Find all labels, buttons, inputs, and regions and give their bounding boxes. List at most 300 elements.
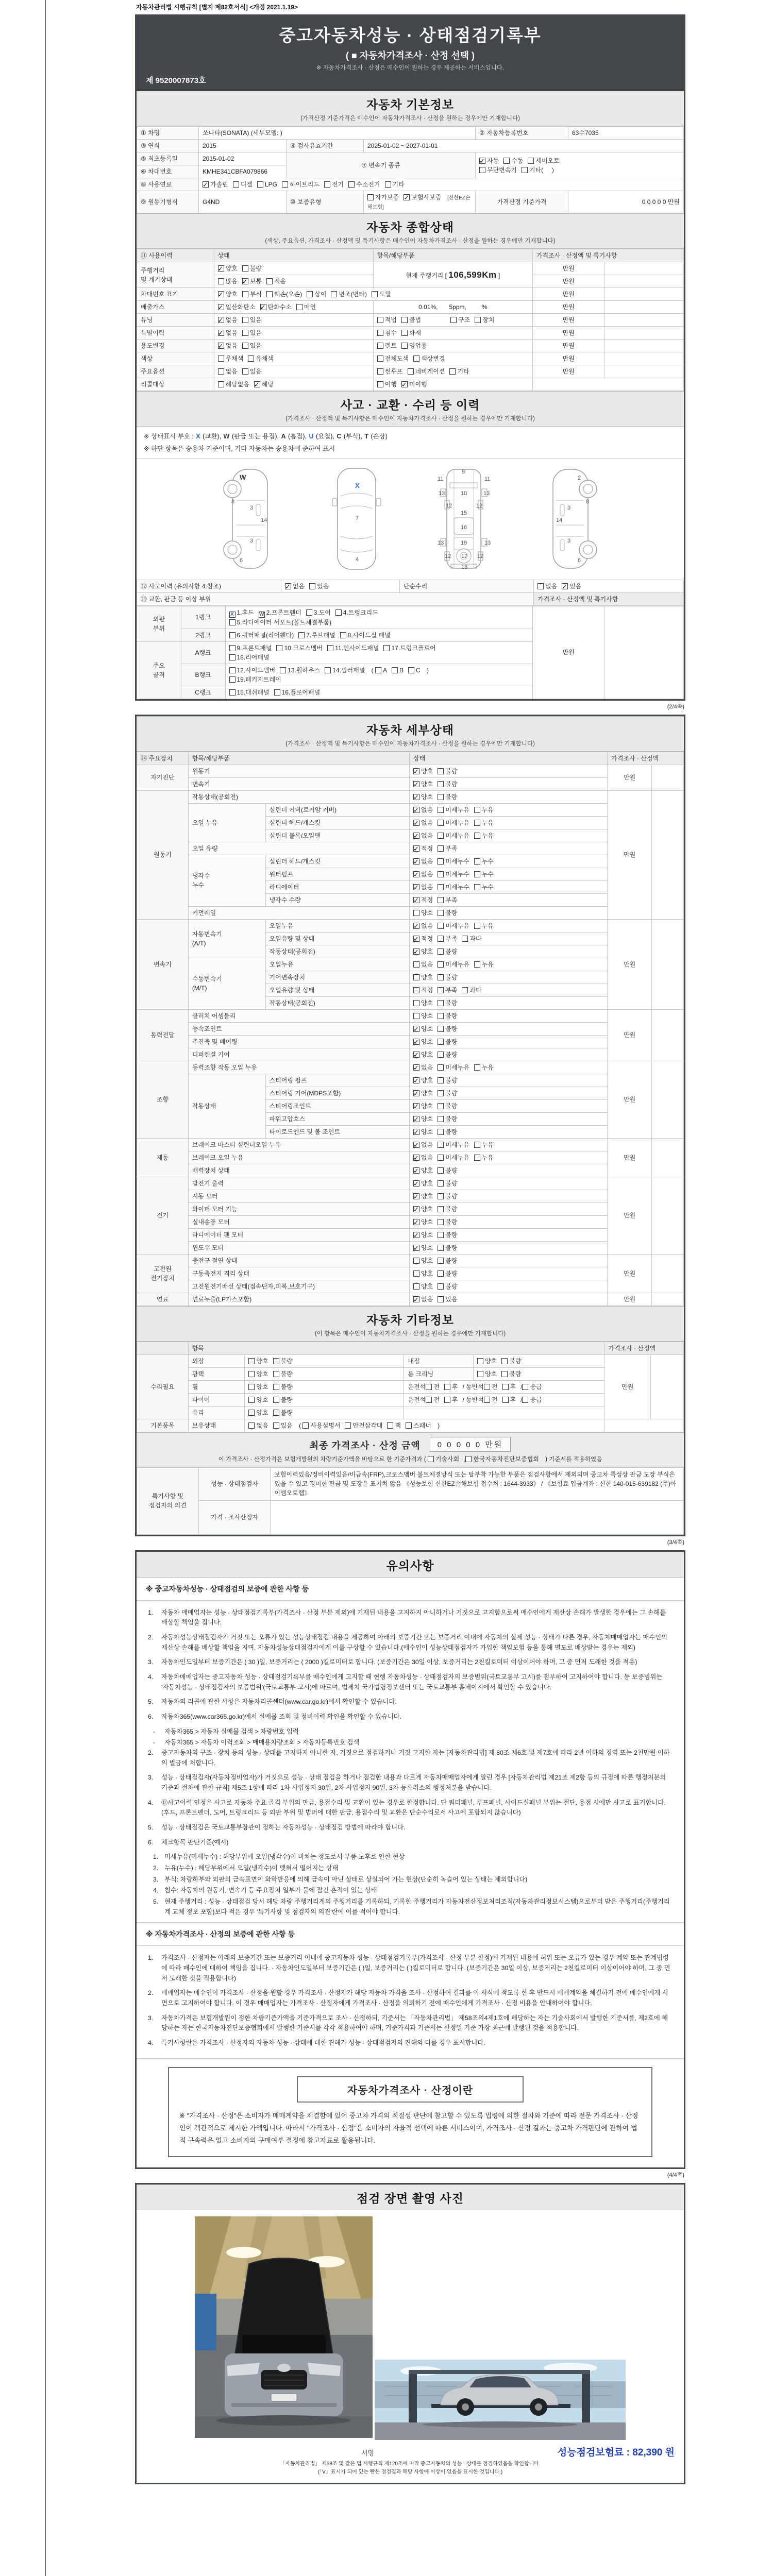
- checkbox-option[interactable]: [477, 1357, 497, 1366]
- checkbox-option[interactable]: [413, 1101, 433, 1111]
- checkbox-option[interactable]: [474, 883, 494, 892]
- checkbox-option[interactable]: [257, 180, 277, 189]
- checkbox-label: 전: [433, 1396, 440, 1403]
- checkbox-option[interactable]: [218, 264, 238, 273]
- checkbox-icon: [413, 974, 419, 980]
- table-cell: 실린더 커버(로커암 커버): [265, 803, 409, 816]
- notice-number: 5.: [148, 1823, 154, 1831]
- checkbox-option[interactable]: [413, 1114, 433, 1124]
- checkbox-option[interactable]: [242, 341, 262, 350]
- checkbox-label: 네비게이션: [415, 368, 445, 375]
- svg-text:13: 13: [438, 539, 444, 546]
- checkbox-icon: [303, 1422, 309, 1429]
- checkbox-option[interactable]: [229, 631, 294, 640]
- checkbox-option[interactable]: [372, 290, 391, 299]
- checkbox-option[interactable]: [413, 1295, 433, 1304]
- checkbox-label: 없음: [421, 960, 433, 968]
- checkbox-option[interactable]: [413, 883, 433, 892]
- checkbox-option[interactable]: [438, 1243, 457, 1252]
- checkbox-option[interactable]: [273, 1421, 293, 1430]
- checkbox-label: 누유: [481, 1141, 494, 1148]
- checkbox-option[interactable]: [377, 328, 397, 337]
- checkbox-option[interactable]: [474, 921, 494, 930]
- checkbox-label: 양호: [421, 1244, 433, 1251]
- checkbox-option[interactable]: [438, 1011, 457, 1021]
- notice-subitem: [153, 1727, 670, 1737]
- table-cell: 만원: [608, 1138, 652, 1177]
- notice-text: 누유(누수) : 해당부위에서 오일(냉각수)이 맺혀서 떨어지는 상태: [164, 1864, 339, 1872]
- checkbox-icon: [438, 1167, 444, 1174]
- checkbox-checked-icon: [413, 923, 419, 929]
- checkbox-option[interactable]: [413, 1166, 433, 1175]
- checkbox-option[interactable]: [273, 1369, 293, 1379]
- checkbox-option[interactable]: [266, 277, 286, 286]
- checkbox-option[interactable]: [413, 1282, 433, 1291]
- checkbox-option[interactable]: [438, 831, 469, 840]
- checkbox-option[interactable]: [274, 688, 321, 697]
- checkbox-option[interactable]: [444, 1382, 458, 1392]
- checkbox-option[interactable]: [413, 354, 445, 363]
- checkbox-option[interactable]: [479, 156, 499, 165]
- checkbox-option[interactable]: [387, 1421, 401, 1430]
- checkbox-option[interactable]: [438, 998, 457, 1008]
- checkbox-icon: [242, 330, 248, 336]
- checkbox-icon: [229, 667, 236, 673]
- table-cell: 오일 유량: [188, 842, 409, 855]
- checkbox-option[interactable]: [242, 367, 262, 376]
- checkbox-option[interactable]: [242, 290, 262, 299]
- checkbox-option[interactable]: [218, 380, 249, 389]
- checkbox-option[interactable]: [474, 857, 494, 866]
- checkbox-option[interactable]: [438, 1076, 457, 1085]
- notice-item: [148, 1633, 670, 1653]
- table-cell: 자가보증 ✓ 보험사보증 [신한EZ손해보험]: [364, 191, 476, 213]
- checkbox-option[interactable]: [438, 779, 457, 789]
- checkbox-option[interactable]: [296, 302, 316, 312]
- checkbox-option[interactable]: [522, 1382, 542, 1392]
- checkbox-option[interactable]: [438, 767, 457, 776]
- checkbox-option[interactable]: [522, 1395, 542, 1404]
- document-title: 중고자동차성능 · 상태점검기록부: [279, 26, 542, 45]
- checkbox-option[interactable]: [413, 1179, 433, 1188]
- checkbox-option[interactable]: [528, 156, 559, 165]
- checkbox-option[interactable]: [218, 341, 238, 350]
- checkbox-option[interactable]: [413, 805, 433, 815]
- checkbox-option[interactable]: [242, 264, 262, 273]
- checkbox-option[interactable]: [401, 315, 421, 325]
- checkbox-option[interactable]: [438, 1127, 457, 1137]
- checkbox-label: 부족: [445, 844, 458, 852]
- checkbox-option[interactable]: [218, 315, 238, 325]
- checkbox-option[interactable]: [413, 1037, 433, 1046]
- checkbox-option[interactable]: [383, 643, 435, 653]
- checkbox-icon: [233, 181, 239, 188]
- checkbox-option[interactable]: [438, 1269, 457, 1278]
- checkbox-option[interactable]: [537, 582, 557, 591]
- checkbox-option[interactable]: [203, 180, 228, 189]
- checkbox-option[interactable]: [408, 666, 421, 675]
- notice-text: 자동차매매업자는 중고자동차 성능 · 상태점검기록부를 매수인에게 고지할 때 현행 자동차성능 · 상태점검자의 보증범위(국토교통부 고시)를 첨부하여 고지하여야 합니다. 동 보증범위는 '자동차성능 · 상태점검자의 보증범위'(국토교통부 고시)에 따르며, 법제처 국가법령정보센터 또는 국토교통부 홈페이지에서 확인할 수 있습니다.: [161, 1673, 663, 1691]
- checkbox-option[interactable]: [562, 582, 581, 591]
- checkbox-option[interactable]: [449, 367, 469, 376]
- checkbox-option[interactable]: [229, 688, 270, 697]
- checkbox-option[interactable]: [438, 986, 457, 995]
- remarks-table: [137, 1467, 684, 1535]
- checkbox-option[interactable]: [340, 631, 391, 640]
- checkbox-option[interactable]: [303, 1421, 340, 1430]
- checkbox-option[interactable]: [474, 831, 494, 840]
- checkbox-option[interactable]: [218, 354, 244, 363]
- checkbox-option[interactable]: [218, 328, 238, 337]
- checkbox-option[interactable]: [404, 193, 441, 202]
- table-cell: [409, 1035, 607, 1048]
- checkbox-option[interactable]: [413, 1205, 433, 1214]
- checkbox-icon: [438, 1206, 444, 1212]
- checkbox-option[interactable]: [413, 921, 433, 930]
- table-cell: [604, 275, 684, 288]
- checkbox-option[interactable]: [413, 857, 433, 866]
- checkbox-icon: [307, 291, 313, 297]
- checkbox-option[interactable]: [438, 895, 457, 905]
- checkbox-option[interactable]: [413, 1192, 433, 1201]
- checkbox-option[interactable]: [438, 1063, 469, 1072]
- page-marker-2: (2/4쪽): [667, 703, 684, 710]
- checkbox-option[interactable]: [438, 1282, 457, 1291]
- checkbox-option[interactable]: [218, 290, 238, 299]
- checkbox-icon: [413, 1270, 419, 1277]
- checkbox-label: 과다: [469, 986, 482, 994]
- checkbox-option[interactable]: [474, 870, 494, 879]
- checkbox-option[interactable]: [438, 1256, 457, 1265]
- checkbox-icon: [377, 355, 383, 362]
- checkbox-option[interactable]: [426, 1382, 440, 1392]
- checkbox-option[interactable]: [248, 1382, 268, 1392]
- checkbox-option[interactable]: [377, 315, 397, 325]
- checkbox-option[interactable]: [401, 380, 427, 389]
- checkbox-option[interactable]: [324, 180, 344, 189]
- checkbox-option[interactable]: [438, 805, 469, 815]
- checkbox-option[interactable]: [413, 1140, 433, 1149]
- table-cell: [409, 777, 607, 790]
- checkbox-option[interactable]: [438, 1153, 469, 1162]
- table-row: [137, 765, 684, 777]
- checkbox-option[interactable]: [266, 290, 302, 299]
- checkbox-option[interactable]: [438, 792, 457, 802]
- table-cell: 외판 부위: [137, 606, 181, 641]
- table-cell: [409, 803, 607, 816]
- notice-text: 자동차365 > 자동차 실매물 검색 > 차량번호 입력: [164, 1727, 299, 1735]
- checkbox-option[interactable]: [474, 960, 494, 969]
- checkbox-option[interactable]: [273, 1408, 293, 1417]
- checkbox-option[interactable]: [413, 1256, 433, 1265]
- checkbox-checked-icon: [413, 1193, 419, 1199]
- checkbox-option[interactable]: [307, 290, 326, 299]
- checkbox-option[interactable]: [413, 1269, 433, 1278]
- checkbox-option[interactable]: [413, 908, 433, 918]
- checkbox-option[interactable]: [501, 1357, 521, 1366]
- checkbox-option[interactable]: [502, 1382, 516, 1392]
- checkbox-option[interactable]: [309, 582, 329, 591]
- checkbox-checked-icon: [413, 1167, 419, 1174]
- checkbox-option[interactable]: [474, 805, 494, 815]
- checkbox-option[interactable]: [229, 608, 254, 618]
- checkbox-option[interactable]: [438, 818, 469, 827]
- checkbox-icon: [229, 645, 236, 651]
- checkbox-option[interactable]: [242, 277, 262, 286]
- checkbox-option[interactable]: [501, 1369, 521, 1379]
- checkbox-option[interactable]: [401, 341, 427, 350]
- checkbox-option[interactable]: [248, 1357, 268, 1366]
- checkbox-option[interactable]: [474, 818, 494, 827]
- table-row: [137, 191, 684, 213]
- checkbox-option[interactable]: [438, 883, 469, 892]
- checkbox-option[interactable]: [438, 947, 457, 956]
- checkbox-option[interactable]: [377, 341, 397, 350]
- checkbox-option[interactable]: [413, 986, 433, 995]
- checkbox-option[interactable]: [377, 367, 403, 376]
- checkbox-option[interactable]: [242, 315, 262, 325]
- checkbox-option[interactable]: [438, 1205, 457, 1214]
- checkbox-label: 양호: [421, 1115, 433, 1123]
- table-cell: [245, 1354, 404, 1367]
- notice-text: 자동차가격은 보험개발원이 정한 차량기준가액을 기준가격으로 조사 · 산정하되, 기준서는 「자동차관리법」 제58조의4제1호에 해당하는 자는 기술사회에서 발행한 기준서를, 제2호에 해당하는 자는 한국자동차진단보증협회에서 발행한 기준서를 각각 적용하여야 하며, 기준가격과 기준서는 산정일 기준 가장 최근에 발행된 것을 적용합니다.: [161, 2014, 668, 2032]
- checkbox-option[interactable]: [298, 631, 335, 640]
- checkbox-option[interactable]: [438, 908, 457, 918]
- checkbox-option[interactable]: [248, 1408, 268, 1417]
- checkbox-label: 과다: [469, 935, 482, 942]
- checkbox-option[interactable]: [413, 844, 433, 853]
- checkbox-icon: [438, 1270, 444, 1277]
- checkbox-option[interactable]: [248, 1395, 268, 1404]
- checkbox-option[interactable]: [413, 1127, 433, 1137]
- checkbox-option[interactable]: [438, 1295, 457, 1304]
- checkbox-option[interactable]: [450, 315, 470, 325]
- checkbox-option[interactable]: [413, 831, 433, 840]
- checkbox-option[interactable]: [438, 921, 469, 930]
- checkbox-option[interactable]: [218, 302, 256, 312]
- checkbox-option[interactable]: [438, 844, 457, 853]
- checkbox-option[interactable]: [438, 1037, 457, 1046]
- table-cell: 고전원전기배선 상태(접속단자,피복,보호기구): [188, 1280, 409, 1293]
- checkbox-option[interactable]: [462, 986, 481, 995]
- checkbox-option[interactable]: [282, 180, 320, 189]
- checkbox-option[interactable]: [413, 1230, 433, 1240]
- checkbox-option[interactable]: [413, 998, 433, 1008]
- checkbox-option[interactable]: [260, 302, 292, 312]
- checkbox-label: 불량: [445, 973, 458, 981]
- table-cell: [409, 842, 607, 855]
- checkbox-option[interactable]: [438, 857, 469, 866]
- section-header-detail: [137, 716, 684, 752]
- checkbox-icon: [218, 355, 224, 362]
- checkbox-option[interactable]: [248, 1421, 268, 1430]
- checkbox-label: 한국자동차진단보증협회: [473, 1455, 539, 1463]
- checkbox-option[interactable]: [248, 1369, 268, 1379]
- checkbox-option[interactable]: [345, 1421, 382, 1430]
- checkbox-option[interactable]: [273, 1382, 293, 1392]
- checkbox-option[interactable]: [413, 1217, 433, 1227]
- checkbox-option[interactable]: [479, 165, 517, 175]
- checkbox-option[interactable]: [273, 1357, 293, 1366]
- checkbox-option[interactable]: [438, 1101, 457, 1111]
- checkbox-option[interactable]: [413, 960, 433, 969]
- checkbox-option[interactable]: [377, 380, 397, 389]
- checkbox-option[interactable]: [248, 354, 274, 363]
- checkbox-icon: [348, 181, 355, 188]
- checkbox-option[interactable]: [438, 1230, 457, 1240]
- checkbox-label: 8.사이드실 패널: [347, 631, 391, 639]
- checkbox-option[interactable]: [438, 973, 457, 982]
- checkbox-option[interactable]: [413, 1076, 433, 1085]
- checkbox-option[interactable]: [426, 1395, 440, 1404]
- table-cell: 작동상태(공회전): [188, 790, 409, 803]
- checkbox-label: 누유: [481, 806, 494, 814]
- checkbox-option[interactable]: [413, 870, 433, 879]
- checkbox-option[interactable]: [377, 354, 409, 363]
- checkbox-option[interactable]: [233, 180, 253, 189]
- checkbox-icon: [257, 181, 263, 188]
- table-cell: 오일 누유: [188, 803, 265, 842]
- checkbox-checked-icon: [413, 1232, 419, 1238]
- checkbox-option[interactable]: [229, 643, 272, 653]
- checkbox-label: 불량: [445, 1205, 458, 1213]
- checkbox-option[interactable]: [385, 180, 405, 189]
- checkbox-option[interactable]: [229, 618, 332, 627]
- checkbox-option[interactable]: [438, 1217, 457, 1227]
- checkbox-option[interactable]: [375, 666, 387, 675]
- checkbox-label: 스패너: [413, 1421, 431, 1429]
- checkbox-option[interactable]: [273, 1395, 293, 1404]
- checkbox-checked-icon: [413, 833, 419, 839]
- checkbox-option[interactable]: [428, 1454, 459, 1463]
- checkbox-option[interactable]: [503, 156, 523, 165]
- checkbox-icon: [438, 1296, 444, 1302]
- checkbox-label: 없음: [421, 1154, 433, 1161]
- checkbox-label: 자가보증: [375, 194, 399, 201]
- checkbox-option[interactable]: [413, 779, 433, 789]
- checkbox-option[interactable]: [408, 367, 445, 376]
- checkbox-option[interactable]: [413, 1050, 433, 1059]
- checkbox-icon: [274, 689, 280, 696]
- checkbox-option[interactable]: [484, 1382, 498, 1392]
- checkbox-icon: [438, 1116, 444, 1122]
- checkbox-option[interactable]: [406, 1421, 431, 1430]
- checkbox-option[interactable]: [438, 1179, 457, 1188]
- checkbox-option[interactable]: [438, 1114, 457, 1124]
- basic-info-table: [137, 126, 684, 213]
- table-cell: 타이로드엔드 및 볼 조인트: [265, 1125, 409, 1138]
- table-cell: 만원: [532, 262, 604, 275]
- checkbox-option[interactable]: [331, 290, 366, 299]
- checkbox-option[interactable]: [413, 895, 433, 905]
- checkbox-option[interactable]: [218, 277, 238, 286]
- checkbox-option[interactable]: [367, 193, 399, 202]
- table-cell: 자기진단: [137, 765, 189, 790]
- document-number: 제 9520007873호: [146, 76, 206, 85]
- table-cell: [214, 262, 373, 275]
- checkbox-option[interactable]: [474, 1063, 494, 1072]
- checkbox-option[interactable]: [475, 315, 494, 325]
- checkbox-option[interactable]: [242, 328, 262, 337]
- checkbox-option[interactable]: [254, 380, 274, 389]
- checkbox-option[interactable]: [280, 666, 320, 675]
- table-cell: 63수7035: [568, 127, 684, 140]
- checkbox-option[interactable]: [229, 675, 281, 684]
- checkbox-option[interactable]: [444, 1395, 458, 1404]
- checkbox-option[interactable]: [413, 1011, 433, 1021]
- checkbox-label: 훼손(오손): [274, 291, 303, 298]
- checkbox-option[interactable]: [465, 1454, 539, 1463]
- checkbox-option[interactable]: [522, 165, 554, 175]
- checkbox-option[interactable]: [438, 1166, 457, 1175]
- checkbox-option[interactable]: [327, 643, 379, 653]
- checkbox-option[interactable]: [413, 767, 433, 776]
- checkbox-option[interactable]: [285, 582, 305, 591]
- checkbox-icon: [501, 1358, 508, 1364]
- checkbox-option[interactable]: [438, 1050, 457, 1059]
- checkbox-option[interactable]: [438, 1089, 457, 1098]
- checkbox-option[interactable]: [462, 934, 481, 943]
- checkbox-option[interactable]: [413, 1243, 433, 1252]
- checkbox-option[interactable]: [276, 643, 323, 653]
- checkbox-option[interactable]: [438, 934, 457, 943]
- checkbox-option[interactable]: [413, 947, 433, 956]
- checkbox-label: 있음: [280, 1421, 293, 1429]
- checkbox-option[interactable]: [413, 1153, 433, 1162]
- checkbox-option[interactable]: [502, 1395, 516, 1404]
- checkbox-option[interactable]: [229, 666, 276, 675]
- checkbox-option[interactable]: [335, 608, 378, 617]
- checkbox-option[interactable]: [401, 328, 421, 337]
- table-row: [137, 314, 684, 327]
- checkbox-option[interactable]: [325, 666, 365, 675]
- section-note: (가격산정 기준가격은 매수인이 자동차가격조사 · 산정을 원하는 경우에만 기재합니다): [300, 115, 520, 122]
- checkbox-label: 불량: [445, 1192, 458, 1200]
- checkbox-option[interactable]: [413, 973, 433, 982]
- checkbox-icon: [280, 667, 286, 673]
- checkbox-option[interactable]: [306, 608, 331, 617]
- checkbox-option[interactable]: [413, 818, 433, 827]
- checkbox-icon: [438, 807, 444, 813]
- checkbox-option[interactable]: [392, 666, 404, 675]
- checkbox-option[interactable]: [474, 1153, 494, 1162]
- checkbox-option[interactable]: [413, 934, 433, 943]
- table-cell: 수동변속기 (M/T): [188, 958, 265, 1009]
- checkbox-option[interactable]: [413, 792, 433, 802]
- checkbox-option[interactable]: [413, 1063, 433, 1072]
- checkbox-option[interactable]: [259, 608, 301, 618]
- checkbox-option[interactable]: [413, 1024, 433, 1033]
- checkbox-option[interactable]: [474, 1140, 494, 1149]
- checkbox-label: 불량: [280, 1357, 293, 1365]
- checkbox-option[interactable]: [477, 1369, 497, 1379]
- checkbox-option[interactable]: [348, 180, 380, 189]
- checkbox-option[interactable]: [413, 1089, 433, 1098]
- checkbox-option[interactable]: [438, 1140, 469, 1149]
- notice-number: 4.: [148, 2039, 154, 2046]
- notice-text: ⑫사고이력 인정은 사고로 자동차 주요 골격 부위의 판금, 용접수리 및 교환이 있는 경우로 한정합니다. 단 쿼터패널, 루프패널, 사이드실패널 부위는 절단, 용접 시에만 사고로 표기합니다. (후드, 프론트펜더, 도어, 트렁크리드 등 외판 부위 및 범퍼에 대한 판금, 용접수리 및 교환은 단순수리로서 사고에 포함되지 않습니다): [161, 1799, 666, 1817]
- checkbox-option[interactable]: [229, 653, 270, 662]
- checkbox-icon: [248, 1371, 255, 1377]
- checkbox-option[interactable]: [438, 870, 469, 879]
- checkbox-option[interactable]: [218, 367, 238, 376]
- table-cell: [409, 893, 607, 906]
- checkbox-option[interactable]: [438, 960, 469, 969]
- checkbox-option[interactable]: [438, 1192, 457, 1201]
- checkbox-label: 없음: [225, 342, 238, 349]
- checkbox-option[interactable]: [438, 1024, 457, 1033]
- checkbox-option[interactable]: [484, 1395, 498, 1404]
